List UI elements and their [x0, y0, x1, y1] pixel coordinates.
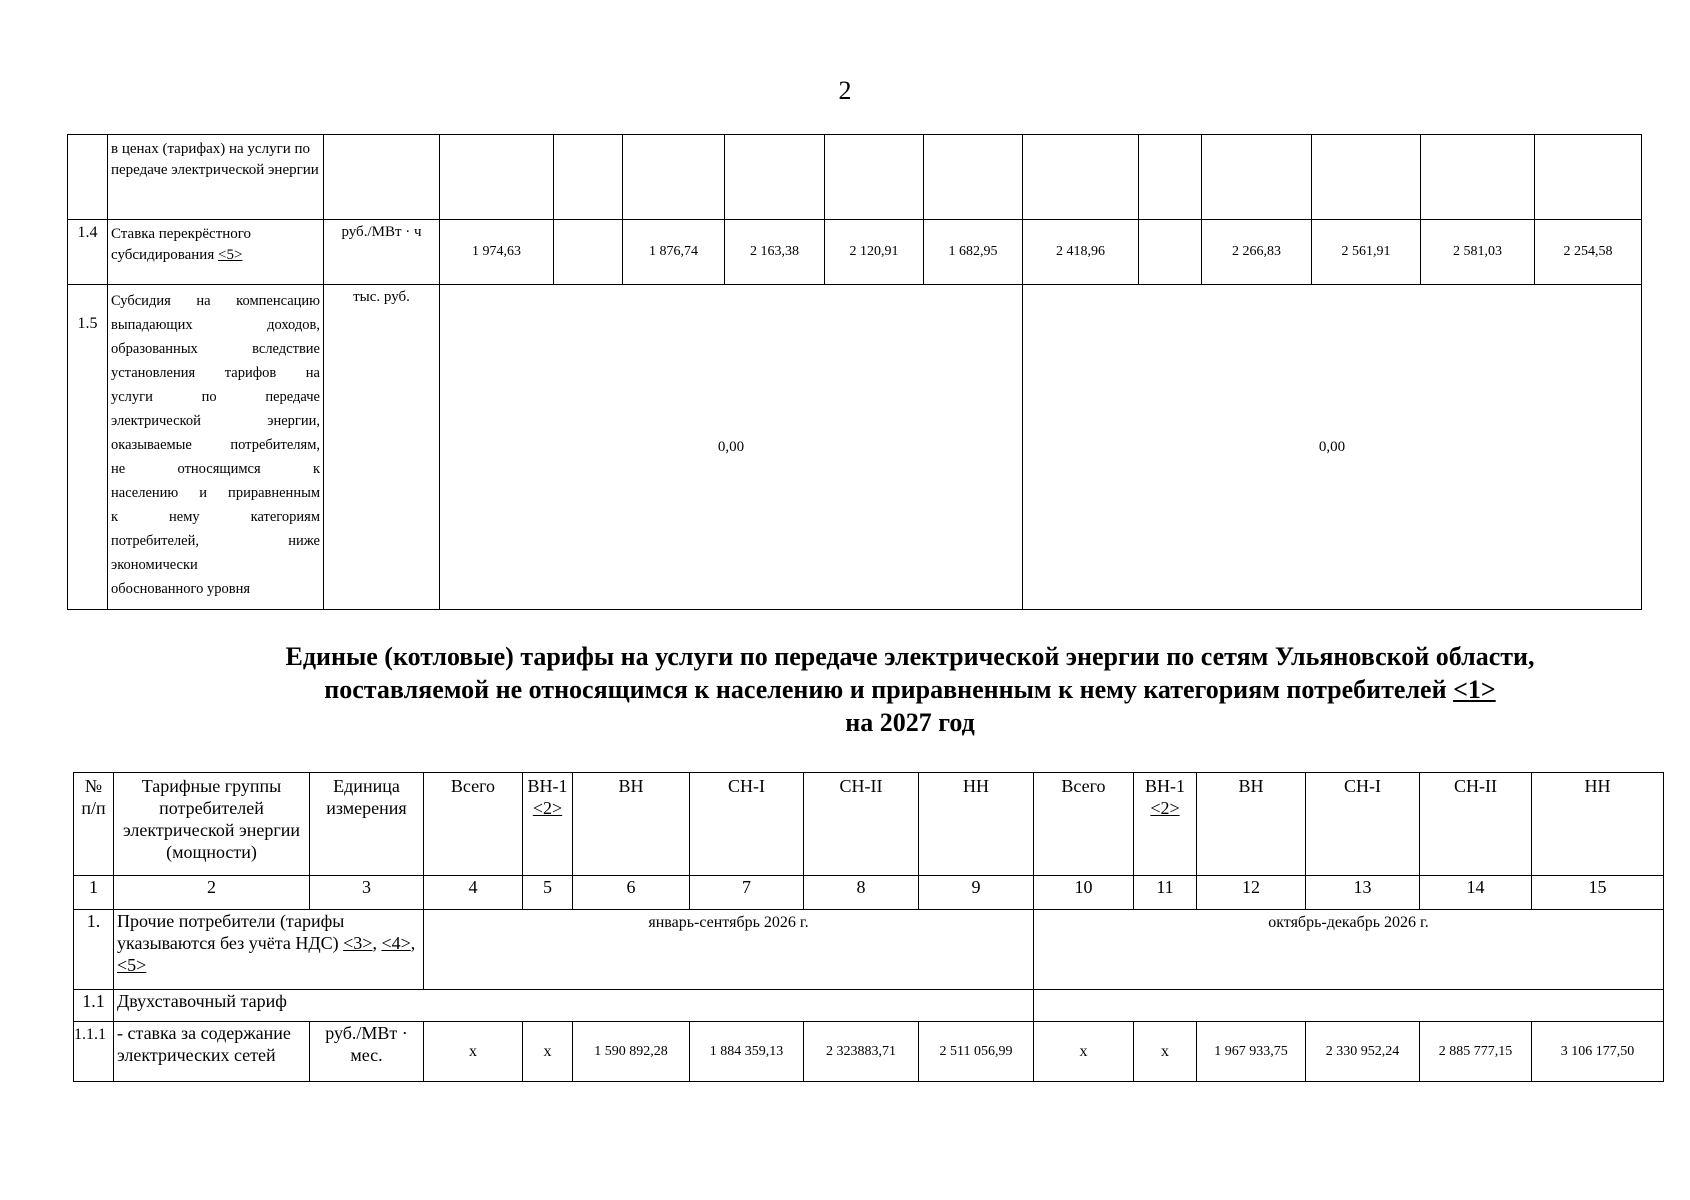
row-number-cell: 1.1.1: [74, 1022, 114, 1082]
unit-cell: руб./МВт · мес.: [310, 1022, 424, 1082]
header-sn2: СН-II: [804, 773, 919, 876]
header-nn: НН: [919, 773, 1034, 876]
value-cell: 2 885 777,15: [1420, 1022, 1532, 1082]
header-vn: ВН: [573, 773, 690, 876]
header-nn: НН: [1532, 773, 1664, 876]
column-number: 8: [804, 876, 919, 910]
value-cell: 2 266,83: [1202, 220, 1312, 285]
column-number: 6: [573, 876, 690, 910]
value-cell: [1139, 220, 1202, 285]
footnote-ref: <1>: [1453, 675, 1496, 704]
period-cell-right: октябрь-декабрь 2026 г.: [1034, 910, 1664, 990]
row-name-cell: Субсидия на компенсацию выпадающих доходов, образованных вследствие установления тарифов на услуги по передаче электрической энергии, оказываемые потребителям, не относящимся к населению и приравненным к нему категориям потребителей, ниже экономически обоснованного уровня: [108, 285, 324, 610]
table-row-1-5: [68, 285, 1642, 610]
value-cell: 2 120,91: [825, 220, 924, 285]
title-line-1: Единые (котловые) тарифы на услуги по передаче электрической энергии по сетям Ульяновской области,: [285, 642, 1535, 671]
column-number: 4: [424, 876, 523, 910]
period-cell-left: январь-сентябрь 2026 г.: [424, 910, 1034, 990]
value-cell: х: [424, 1022, 523, 1082]
header-unit: Единица измерения: [310, 773, 424, 876]
column-number: 2: [114, 876, 310, 910]
row-number-cell: 1.: [74, 910, 114, 990]
header-num: № п/п: [74, 773, 114, 876]
value-cell: 2 511 056,99: [919, 1022, 1034, 1082]
value-cell: 2 330 952,24: [1306, 1022, 1420, 1082]
column-number: 1: [74, 876, 114, 910]
row-number-cell: 1.4: [68, 220, 108, 285]
header-sn1: СН-I: [690, 773, 804, 876]
value-cell: 3 106 177,50: [1532, 1022, 1664, 1082]
column-number: 15: [1532, 876, 1664, 910]
header-total: Всего: [424, 773, 523, 876]
table-row-1-1: [74, 990, 1664, 1022]
value-cell: [554, 220, 623, 285]
value-cell: х: [1034, 1022, 1134, 1082]
unit-cell: тыс. руб.: [324, 285, 440, 610]
column-number: 12: [1197, 876, 1306, 910]
value-cell: х: [1134, 1022, 1197, 1082]
value-cell: 1 876,74: [623, 220, 725, 285]
footnote-ref: <5>: [218, 247, 243, 263]
value-cell: 1 884 359,13: [690, 1022, 804, 1082]
header-sn1: СН-I: [1306, 773, 1420, 876]
page-number: 2: [838, 76, 852, 105]
tariff-table: [73, 772, 1664, 1082]
tariff-table-continuation: [67, 134, 1642, 610]
column-number: 7: [690, 876, 804, 910]
table-row-1: [74, 910, 1664, 990]
table-row-1-4: [68, 220, 1642, 285]
row-number-cell: [68, 135, 108, 220]
row-number-cell: 1.5: [68, 285, 108, 610]
value-merged-cell-left: 0,00: [440, 285, 1023, 610]
column-number: 3: [310, 876, 424, 910]
row-number-cell: 1.1: [74, 990, 114, 1022]
table-row-continuation: [68, 135, 1642, 220]
column-number-row: [74, 876, 1664, 910]
header-vn1: ВН-1 <2>: [523, 773, 573, 876]
title-line-2: поставляемой не относящимся к населению и приравненным к нему категориям потребителей <1>: [324, 675, 1496, 704]
column-number: 13: [1306, 876, 1420, 910]
unit-cell: руб./МВт · ч: [324, 220, 440, 285]
header-vn: ВН: [1197, 773, 1306, 876]
header-sn2: СН-II: [1420, 773, 1532, 876]
row-name-cell: - ставка за содержание электрических сетей: [114, 1022, 310, 1082]
table-row-1-1-1: [74, 1022, 1664, 1082]
value-merged-cell-right: 0,00: [1023, 285, 1642, 610]
header-total: Всего: [1034, 773, 1134, 876]
value-cell: 2 254,58: [1535, 220, 1642, 285]
header-vn1: ВН-1 <2>: [1134, 773, 1197, 876]
title-line-3: на 2027 год: [845, 708, 975, 737]
value-cell: 1 590 892,28: [573, 1022, 690, 1082]
row-name-cell: в ценах (тарифах) на услуги по передаче электрической энергии: [108, 135, 324, 220]
value-cell: 2 163,38: [725, 220, 825, 285]
value-cell: 2 581,03: [1421, 220, 1535, 285]
column-number: 11: [1134, 876, 1197, 910]
value-cell: 1 967 933,75: [1197, 1022, 1306, 1082]
row-name-cell: Ставка перекрёстного субсидирования <5>: [108, 220, 324, 285]
row-name-cell: Прочие потребители (тарифы указываются без учёта НДС) <3>, <4>, <5>: [114, 910, 424, 990]
value-cell: 2 323883,71: [804, 1022, 919, 1082]
value-cell: 1 682,95: [924, 220, 1023, 285]
table-header-row: [74, 773, 1664, 876]
value-cell: х: [523, 1022, 573, 1082]
header-group: Тарифные группы потребителей электрической энергии (мощности): [114, 773, 310, 876]
column-number: 5: [523, 876, 573, 910]
column-number: 10: [1034, 876, 1134, 910]
section-title: [200, 640, 1620, 739]
column-number: 9: [919, 876, 1034, 910]
value-cell: 1 974,63: [440, 220, 554, 285]
column-number: 14: [1420, 876, 1532, 910]
value-cell: 2 561,91: [1312, 220, 1421, 285]
value-cell: 2 418,96: [1023, 220, 1139, 285]
row-name-cell: Двухставочный тариф: [114, 990, 1034, 1022]
